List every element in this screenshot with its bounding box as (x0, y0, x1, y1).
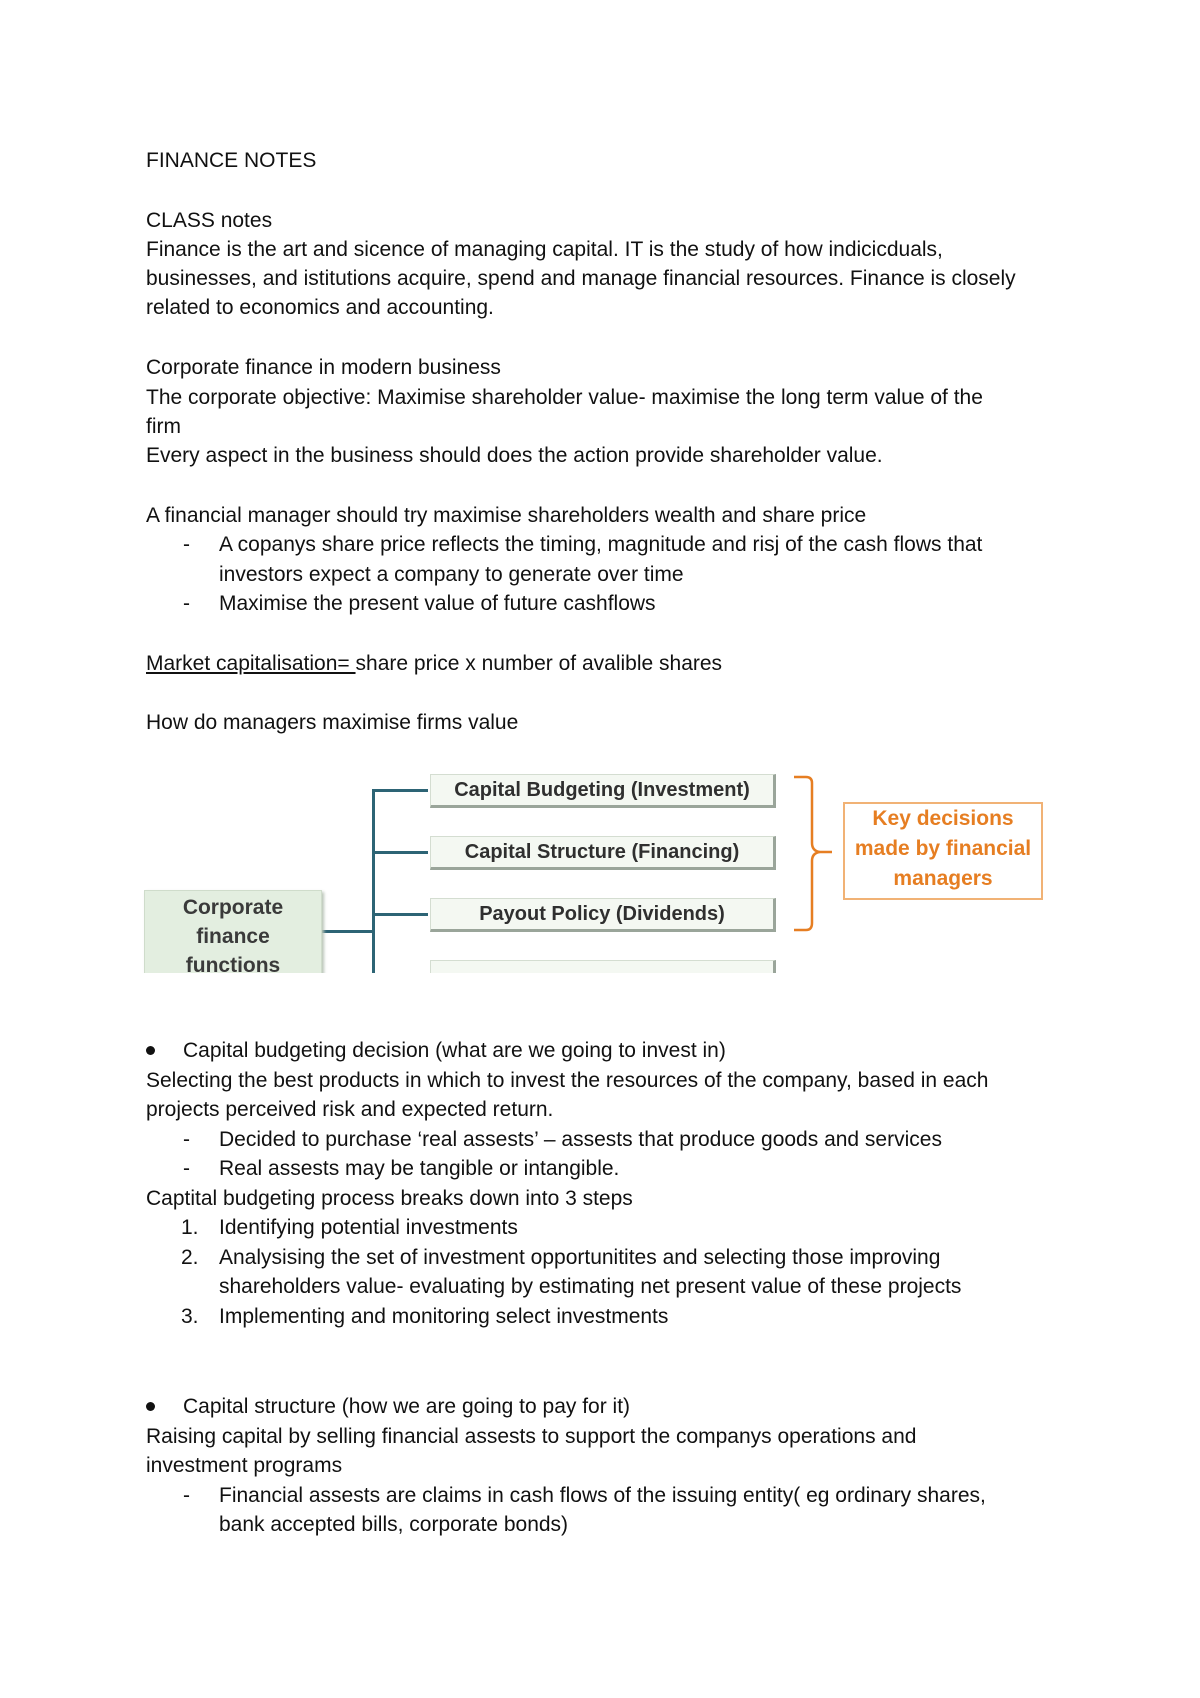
connector-line (372, 913, 428, 916)
step-item: Analysising the set of investment opportunitites and selecting those improving (219, 1246, 941, 1269)
key-box-line: Key decisions (872, 807, 1014, 830)
list-item-continued: investors expect a company to generate over time (219, 563, 684, 586)
step-item-continued: shareholders value- evaluating by estimating net present value of these projects (219, 1275, 962, 1298)
list-item-continued: bank accepted bills, corporate bonds) (219, 1513, 569, 1536)
connector-line (372, 851, 428, 854)
paragraph-line: projects perceived risk and expected return. (146, 1098, 554, 1121)
list-item: A copanys share price reflects the timing, magnitude and risj of the cash flows that (219, 533, 983, 556)
root-label-line: functions (185, 954, 281, 973)
connector-line (372, 789, 428, 792)
step-number: 2. (181, 1246, 199, 1269)
paragraph-line: businesses, and istitutions acquire, spend and manage financial resources. Finance is closely (146, 267, 1016, 290)
corporate-finance-diagram (140, 765, 1050, 973)
market-cap-label: Market capitalisation= (146, 652, 356, 675)
paragraph-line: Selecting the best products in which to invest the resources of the company, based in each (146, 1069, 989, 1092)
connector-line (322, 930, 374, 933)
capital-budgeting-box: Capital Budgeting (Investment) (430, 774, 776, 808)
paragraph-line: Every aspect in the business should does the action provide shareholder value. (146, 444, 883, 467)
capital-structure-heading: Capital structure (how we are going to pay for it) (183, 1395, 631, 1418)
corporate-finance-functions-box (144, 890, 322, 973)
class-notes-heading: CLASS notes (146, 209, 273, 232)
page-title: FINANCE NOTES (146, 149, 317, 172)
connector-trunk (372, 789, 375, 973)
key-box-line: made by financial (854, 837, 1032, 860)
list-item: Maximise the present value of future cashflows (219, 592, 656, 615)
list-item: Real assests may be tangible or intangible. (219, 1157, 620, 1180)
paragraph-line: investment programs (146, 1454, 343, 1477)
paragraph-line: related to economics and accounting. (146, 296, 494, 319)
dash-bullet: - (183, 592, 190, 615)
market-cap-line (146, 649, 722, 679)
step-item: Implementing and monitoring select investments (219, 1305, 669, 1328)
bullet-dot-icon (146, 1402, 155, 1411)
key-decisions-box (843, 802, 1043, 900)
bullet-dot-icon (146, 1046, 155, 1055)
paragraph-line: Raising capital by selling financial assests to support the companys operations and (146, 1425, 917, 1448)
step-number: 3. (181, 1305, 199, 1328)
step-item: Identifying potential investments (219, 1216, 518, 1239)
dash-bullet: - (183, 1484, 190, 1507)
paragraph-line: The corporate objective: Maximise shareholder value- maximise the long term value of the (146, 386, 983, 409)
corporate-heading: Corporate finance in modern business (146, 356, 501, 379)
how-heading: How do managers maximise firms value (146, 711, 519, 734)
list-item: Decided to purchase ‘real assests’ – assests that produce goods and services (219, 1128, 942, 1151)
cut-off-box (430, 960, 776, 973)
paragraph-line: Finance is the art and sicence of managing capital. IT is the study of how indicicduals, (146, 238, 943, 261)
curly-bracket-icon (792, 775, 842, 935)
payout-policy-box: Payout Policy (Dividends) (430, 898, 776, 932)
root-label-line: Corporate (182, 896, 284, 919)
list-item: Financial assests are claims in cash flows of the issuing entity( eg ordinary shares, (219, 1484, 986, 1507)
capital-structure-box: Capital Structure (Financing) (430, 836, 776, 870)
key-box-line: managers (893, 867, 993, 890)
capital-budgeting-heading: Capital budgeting decision (what are we going to invest in) (183, 1039, 726, 1062)
process-line: Captital budgeting process breaks down into 3 steps (146, 1187, 633, 1210)
market-cap-text: share price x number of avalible shares (355, 652, 723, 675)
dash-bullet: - (183, 1128, 190, 1151)
manager-intro: A financial manager should try maximise shareholders wealth and share price (146, 504, 867, 527)
dash-bullet: - (183, 1157, 190, 1180)
root-label-line: finance (196, 925, 270, 948)
paragraph-line: firm (146, 415, 181, 438)
step-number: 1. (181, 1216, 199, 1239)
dash-bullet: - (183, 533, 190, 556)
